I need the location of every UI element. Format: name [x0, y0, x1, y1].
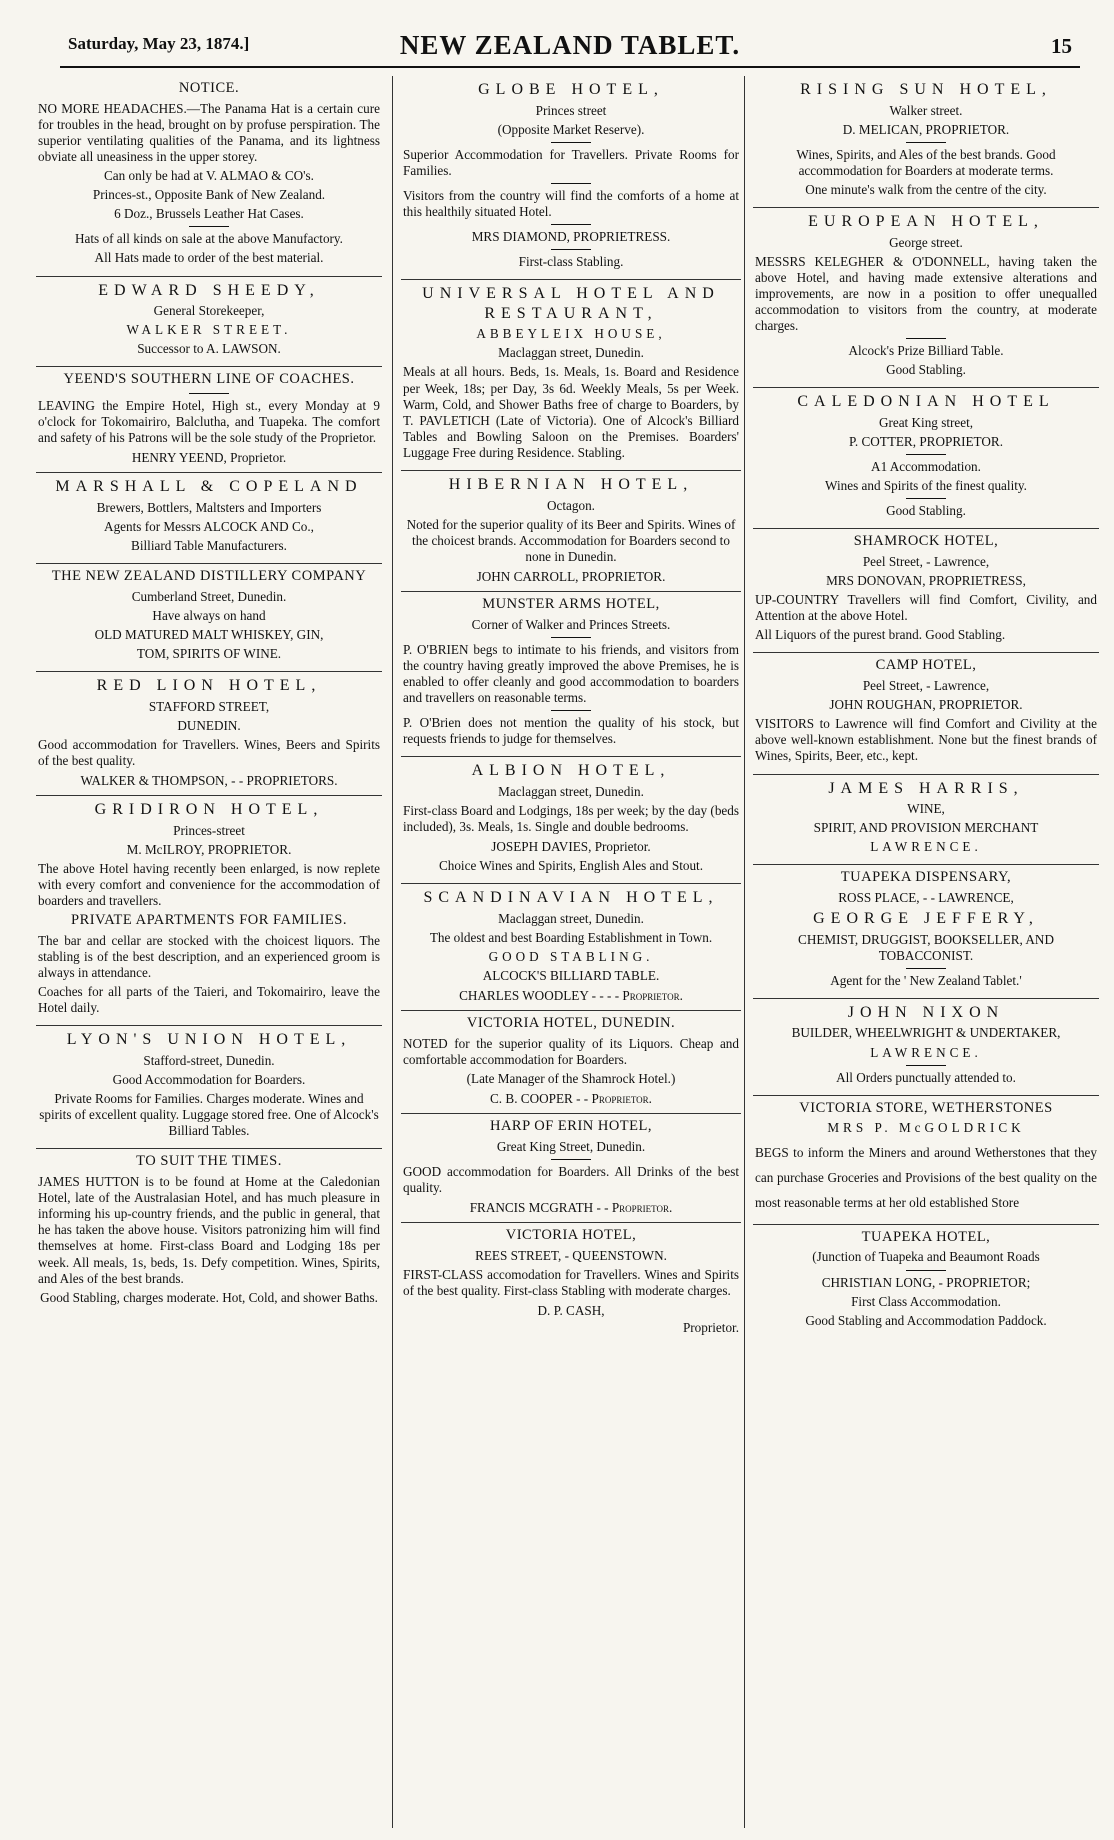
ad-title: CALEDONIAN HOTEL: [797, 393, 1055, 411]
ad-line: Good Stabling.: [886, 362, 966, 378]
ad-proprietor: CHARLES WOODLEY - - - - Proprietor.: [459, 988, 683, 1004]
ad-title: RED LION HOTEL,: [96, 677, 322, 695]
ad-heading: VICTORIA HOTEL,: [505, 1227, 637, 1244]
ad-line: Octagon.: [547, 497, 595, 513]
ad-line: Private Rooms for Families. Charges moderate. Wines and spirits of excellent quality. Luggage stored free. One of Alcock's Billiard Tables.: [39, 1091, 379, 1139]
ad-line: All Hats made to order of the best material.: [94, 250, 324, 266]
ad-line: LAWRENCE.: [870, 839, 982, 855]
ad-line: Great King street,: [878, 414, 974, 430]
ad-proprietor: WALKER & THOMPSON, - - PROPRIETORS.: [80, 773, 338, 789]
ad-heading: YEEND'S SOUTHERN LINE OF COACHES.: [63, 371, 355, 388]
ad-line: (Opposite Market Reserve).: [497, 121, 645, 137]
ad-body: Visitors from the country will find the comforts of a home at this healthily situated Hotel.: [403, 187, 739, 219]
ad-title: EDWARD SHEEDY,: [98, 281, 320, 299]
divider: [551, 710, 591, 711]
ad-heading: CAMP HOTEL,: [875, 657, 977, 674]
ad-munster-arms: [401, 592, 741, 757]
ad-line: Brewers, Bottlers, Maltsters and Importers: [96, 499, 322, 515]
ad-proprietor: HENRY YEEND, Proprietor.: [131, 450, 287, 466]
ad-line: Corner of Walker and Princes Streets.: [471, 616, 671, 632]
ad-line: P. COTTER, PROPRIETOR.: [848, 433, 1003, 449]
ad-line: The oldest and best Boarding Establishment in Town.: [429, 929, 713, 945]
ad-heading: MUNSTER ARMS HOTEL,: [482, 596, 660, 613]
ad-yeend-coaches: [36, 367, 382, 473]
ad-heading: SHAMROCK HOTEL,: [853, 533, 999, 550]
ad-line: MRS P. McGOLDRICK: [827, 1120, 1025, 1136]
ad-victoria-store: [753, 1096, 1099, 1225]
ad-line: BUILDER, WHEELWRIGHT & UNDERTAKER,: [791, 1025, 1061, 1041]
ad-gridiron: [36, 796, 382, 1026]
ad-line: ROSS PLACE, - - LAWRENCE,: [838, 890, 1014, 906]
ad-albion: [401, 757, 741, 884]
column-2: [392, 76, 741, 1828]
ad-marshall-copeland: [36, 473, 382, 564]
ad-line: Choice Wines and Spirits, English Ales and Stout.: [438, 858, 704, 874]
ad-line: TOM, SPIRITS OF WINE.: [136, 646, 282, 662]
ad-proprietor: MRS DIAMOND, PROPRIETRESS.: [471, 229, 671, 245]
ad-body: MESSRS KELEGHER & O'DONNELL, having taken the above Hotel, and having made extensive alterations and improvements, are now in a position to offer unequalled accommodation to visitors from the country, at moderate charges.: [755, 253, 1097, 333]
ad-line: Peel Street, - Lawrence,: [862, 678, 990, 694]
ad-line: George street.: [889, 234, 963, 250]
ad-body: UP-COUNTRY Travellers will find Comfort, Civility, and Attention at the above Hotel.: [755, 592, 1097, 624]
ad-line: Great King Street, Dunedin.: [496, 1139, 646, 1155]
ad-title: UNIVERSAL HOTEL AND RESTAURANT,: [422, 285, 720, 322]
ad-scandinavian: [401, 884, 741, 1011]
ad-body: Coaches for all parts of the Taieri, and Tokomairiro, leave the Hotel daily.: [38, 984, 380, 1016]
ad-line: REES STREET, - QUEENSTOWN.: [475, 1248, 667, 1264]
divider: [906, 454, 946, 455]
divider: [551, 183, 591, 184]
ad-body: The bar and cellar are stocked with the choicest liquors. The stabling is of the best description, and an experienced groom is always in attendance.: [38, 932, 380, 981]
ad-title: RISING SUN HOTEL,: [800, 81, 1052, 98]
newspaper-title: NEW ZEALAND TABLET.: [399, 30, 741, 60]
ad-line: Good Stabling.: [886, 503, 966, 519]
ad-heading: VICTORIA HOTEL, DUNEDIN.: [466, 1015, 676, 1032]
ad-title: SCANDINAVIAN HOTEL,: [423, 889, 719, 907]
ad-title: GRIDIRON HOTEL,: [94, 801, 324, 819]
ad-victoria-queenstown: [401, 1223, 741, 1341]
ad-body: P. O'Brien does not mention the quality of his stock, but requests friends to judge for themselves.: [403, 715, 739, 747]
ad-line: Good Stabling, charges moderate. Hot, Cold, and shower Baths.: [40, 1289, 378, 1305]
ad-body: BEGS to inform the Miners and around Wetherstones that they can purchase Groceries and Provisions of the best quality on the most reasonable terms at her old established Store: [755, 1144, 1097, 1210]
ad-body: GOOD accommodation for Boarders. All Drinks of the best quality.: [403, 1164, 739, 1196]
ad-line: SPIRIT, AND PROVISION MERCHANT: [813, 820, 1039, 836]
ad-line: 6 Doz., Brussels Leather Hat Cases.: [114, 206, 304, 222]
ad-camp-hotel: [753, 653, 1099, 774]
masthead: [60, 28, 1080, 68]
ad-body: First-class Board and Lodgings, 18s per week; by the day (beds included), 3s. Meals, 1s. Single and double bedrooms.: [403, 802, 739, 835]
ad-line: A1 Accommodation.: [871, 458, 981, 474]
ad-line: Hats of all kinds on sale at the above Manufactory.: [75, 231, 343, 247]
ad-shamrock: [753, 529, 1099, 653]
ad-body: NO MORE HEADACHES.—The Panama Hat is a certain cure for troubles in the head, brought on by profuse perspiration. The superior ventilating qualities of the Panama, and its lightness obviate all uneasiness in the upper storey.: [38, 100, 380, 164]
ad-heading: TUAPEKA DISPENSARY,: [840, 869, 1012, 886]
ad-line: WALKER STREET.: [126, 322, 292, 338]
divider: [906, 1270, 946, 1271]
ad-line: JOHN ROUGHAN, PROPRIETOR.: [829, 697, 1023, 713]
ad-line: M. McILROY, PROPRIETOR.: [126, 841, 292, 857]
ad-body: VISITORS to Lawrence will find Comfort and Civility at the above well-known establishment. None but the finest brands of Wines, Spirits, Beer, etc., kept.: [755, 716, 1097, 764]
ad-body: FIRST-CLASS accomodation for Travellers. Wines and Spirits of the best quality. First-class Stabling with moderate charges.: [403, 1267, 739, 1299]
divider: [189, 226, 229, 227]
ad-hutton: [36, 1149, 382, 1314]
ad-line: Good Accommodation for Boarders.: [112, 1071, 306, 1087]
ad-lyon-union: [36, 1026, 382, 1149]
ad-body: All Liquors of the purest brand. Good Stabling.: [755, 627, 1006, 643]
ad-line: Have always on hand: [152, 607, 266, 623]
ad-heading: HARP OF ERIN HOTEL,: [489, 1118, 653, 1135]
ad-heading: PRIVATE APARTMENTS FOR FAMILIES.: [71, 912, 347, 929]
ad-body: Good accommodation for Travellers. Wines, Beers and Spirits of the best quality.: [38, 736, 380, 769]
ad-title: EUROPEAN HOTEL,: [808, 212, 1044, 230]
ad-heading: TUAPEKA HOTEL,: [861, 1228, 991, 1245]
divider: [906, 498, 946, 499]
divider: [551, 249, 591, 250]
ad-heading: TO SUIT THE TIMES.: [136, 1153, 282, 1170]
ad-proprietor-title: Proprietor.: [682, 1319, 739, 1335]
ad-line: All Orders punctually attended to.: [836, 1069, 1016, 1085]
ad-john-nixon: [753, 999, 1099, 1096]
ad-line: Billiard Table Manufacturers.: [131, 538, 287, 554]
divider: [906, 968, 946, 969]
ad-title: LYON'S UNION HOTEL,: [66, 1031, 352, 1049]
ad-proprietor: D. P. CASH,: [537, 1303, 605, 1319]
divider: [189, 393, 229, 394]
ad-globe: [401, 76, 741, 280]
ad-body: Superior Accommodation for Travellers. Private Rooms for Families.: [403, 146, 739, 178]
ad-tuapeka-hotel: [753, 1225, 1099, 1338]
ad-proprietor: JOHN CARROLL, PROPRIETOR.: [476, 568, 666, 584]
ad-title: GLOBE HOTEL,: [478, 81, 664, 98]
divider: [906, 142, 946, 143]
ad-body: JAMES HUTTON is to be found at Home at the Caledonian Hotel, late of the Australasian Hotel, and has much pleasure in informing his up-country friends, and the public in general, that he has taken the above house. Visitors patronizing him will find themselves at home. First-class Board and Lodging 18s per week. All meals, 1s, beds, 1s. Defy competition. Wines, Spirits, and Ales of the best brands.: [38, 1174, 380, 1286]
ad-european: [753, 208, 1099, 388]
ad-body: NOTED for the superior quality of its Liquors. Cheap and comfortable accommodation for Boarders.: [403, 1036, 739, 1068]
ad-proprietor: JOSEPH DAVIES, Proprietor.: [491, 839, 651, 855]
ad-line: Cumberland Street, Dunedin.: [131, 588, 287, 604]
ad-line: OLD MATURED MALT WHISKEY, GIN,: [94, 627, 324, 643]
ad-heading: VICTORIA STORE, WETHERSTONES: [799, 1099, 1053, 1116]
ad-line: First-class Stabling.: [518, 254, 624, 270]
divider: [551, 142, 591, 143]
ad-proprietor: C. B. COOPER - - Proprietor.: [490, 1091, 652, 1107]
ad-body: CHRISTIAN LONG, - PROPRIETOR;: [821, 1274, 1031, 1290]
ad-notice-panama: [36, 76, 382, 277]
divider: [906, 338, 946, 339]
ad-title: GEORGE JEFFERY,: [813, 910, 1039, 928]
ad-line: MRS DONOVAN, PROPRIETRESS,: [826, 573, 1026, 589]
ad-tuapeka-dispensary: [753, 865, 1099, 999]
ad-body: LEAVING the Empire Hotel, High st., every Monday at 9 o'clock for Tokomairiro, Balclutha, and Tuapeka. The comfort and safety of his Patrons will be the sole study of the Proprietor.: [38, 398, 380, 446]
ad-line: CHEMIST, DRUGGIST, BOOKSELLER, AND TOBACCONIST.: [798, 931, 1054, 963]
divider: [551, 637, 591, 638]
ad-title: ALBION HOTEL,: [471, 762, 671, 780]
ad-line: (Junction of Tuapeka and Beaumont Roads: [812, 1249, 1040, 1265]
ad-line: Princes-st., Opposite Bank of New Zealand.: [92, 187, 326, 203]
ad-line: Good Stabling and Accommodation Paddock.: [805, 1312, 1047, 1328]
ad-line: Maclaggan street, Dunedin.: [498, 910, 644, 926]
ad-universal: [401, 280, 741, 471]
ad-line: Stafford-street, Dunedin.: [143, 1052, 275, 1068]
ad-line: General Storekeeper,: [153, 303, 265, 319]
ad-line: Agents for Messrs ALCOCK AND Co.,: [104, 519, 314, 534]
ad-sheedy: [36, 277, 382, 368]
ad-line: One minute's walk from the centre of the city.: [805, 181, 1047, 197]
ad-title: MARSHALL & COPELAND: [55, 478, 363, 496]
ad-line: LAWRENCE.: [870, 1044, 982, 1060]
ad-line: Walker street.: [889, 102, 963, 118]
ad-line: ABBEYLEIX HOUSE,: [476, 326, 666, 342]
ad-line: First Class Accommodation.: [851, 1293, 1001, 1309]
ad-title: THE NEW ZEALAND DISTILLERY COMPANY: [51, 568, 367, 585]
ad-line: Maclaggan street, Dunedin.: [498, 783, 644, 799]
page-number: 15: [1051, 34, 1072, 58]
ad-line: Can only be had at V. ALMAO & CO's.: [104, 168, 314, 184]
ad-body: Wines, Spirits, and Ales of the best brands. Good accommodation for Boarders at moderate terms.: [796, 146, 1056, 178]
ad-line: D. MELICAN, PROPRIETOR.: [842, 121, 1010, 137]
ad-james-harris: [753, 775, 1099, 866]
divider: [551, 1159, 591, 1160]
ad-line: STAFFORD STREET,: [148, 698, 270, 714]
divider: [551, 224, 591, 225]
ad-line: Princes street: [535, 102, 607, 118]
divider: [906, 1065, 946, 1066]
ad-victoria-dunedin: [401, 1011, 741, 1114]
ad-red-lion: [36, 672, 382, 796]
ad-heading: NOTICE.: [178, 80, 240, 96]
ad-line: GOOD STABLING.: [488, 949, 654, 965]
ad-title: HIBERNIAN HOTEL,: [448, 476, 694, 494]
issue-date: Saturday, May 23, 1874.]: [68, 34, 250, 53]
ad-line: ALCOCK'S BILLIARD TABLE.: [482, 968, 660, 984]
ad-caledonian: [753, 388, 1099, 529]
ad-hibernian: [401, 471, 741, 592]
ad-body: The above Hotel having recently been enlarged, is now replete with every comfort and convenience for the accommodation of boarders and travellers.: [38, 860, 380, 909]
ad-harp-of-erin: [401, 1114, 741, 1223]
ad-body: P. O'BRIEN begs to intimate to his friends, and visitors from the country having greatly improved the above Premises, he is enabled to offer cleanly and good accommodation to boarders and travellers on reasonable terms.: [403, 641, 739, 706]
ad-line: (Late Manager of the Shamrock Hotel.): [466, 1071, 676, 1087]
column-3: [744, 76, 1099, 1828]
ad-body: Noted for the superior quality of its Beer and Spirits. Wines of the choicest brands. Accommodation for Boarders second to none in Dunedin.: [406, 516, 736, 564]
ad-line: WINE,: [907, 801, 945, 817]
ad-distillery: [36, 564, 382, 672]
ad-line: Princes-street: [173, 822, 245, 838]
ad-title: JAMES HARRIS,: [828, 779, 1024, 797]
column-1: [36, 76, 382, 1828]
ad-line: Wines and Spirits of the finest quality.: [825, 478, 1027, 494]
ad-line: Alcock's Prize Billiard Table.: [848, 343, 1004, 359]
ad-title: JOHN NIXON: [847, 1003, 1005, 1021]
ad-line: DUNEDIN.: [177, 717, 241, 733]
ad-body: Meals at all hours. Beds, 1s. Meals, 1s. Board and Residence per Week, 18s; per Day, 3s 6d. Weekly Meals, 5s per Week. Warm, Cold, and Shower Baths free of charge to Boarders, by T. PAVLETICH (Late of Victoria). One of Alcock's Billiard Tables and Bowling Saloon on the Premises. Boarders' Luggage Free during Residence. Stabling.: [403, 364, 739, 460]
ad-line: Agent for the ' New Zealand Tablet.': [830, 972, 1022, 988]
ad-line: Maclaggan street, Dunedin.: [498, 345, 644, 361]
ad-line: Peel Street, - Lawrence,: [862, 553, 990, 569]
ad-line: Successor to A. LAWSON.: [137, 341, 281, 357]
ad-rising-sun: [753, 76, 1099, 208]
ad-proprietor: FRANCIS MCGRATH - - Proprietor.: [469, 1200, 673, 1216]
